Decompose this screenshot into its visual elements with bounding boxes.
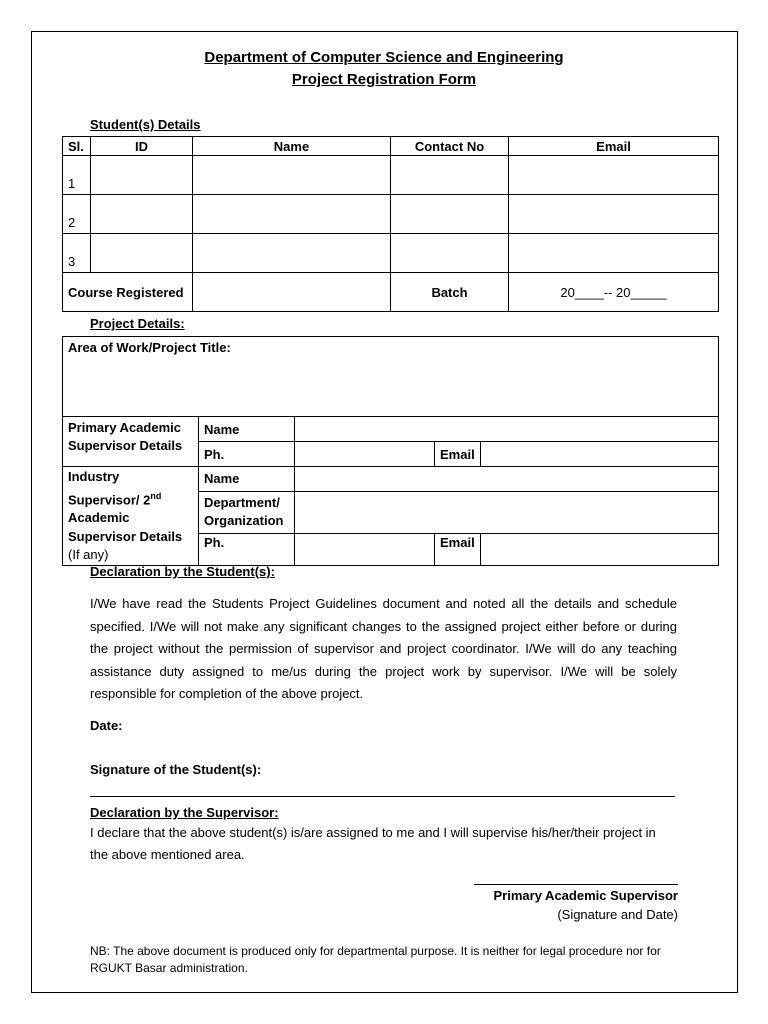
table-row [63, 195, 719, 234]
industry-email-field[interactable] [481, 533, 719, 565]
student-signature-line[interactable] [90, 796, 675, 797]
industry-dept-label: Department/ Organization [199, 491, 295, 533]
primary-ph-label: Ph. [199, 442, 295, 467]
students-header-row [63, 137, 719, 156]
date-label: Date: [90, 718, 123, 733]
batch-value[interactable]: 20____-- 20_____ [509, 273, 719, 312]
contact-cell[interactable] [391, 234, 509, 273]
table-row [63, 156, 719, 195]
email-cell[interactable] [509, 156, 719, 195]
primary-name-row [63, 417, 719, 442]
supervisor-signature-line[interactable] [474, 884, 678, 885]
nb-note: NB: The above document is produced only for departmental purpose. It is neither for legal procedure nor for RGUKT Basar administration. [90, 944, 661, 975]
industry-name-field[interactable] [295, 467, 719, 492]
supervisor-declaration-text: I declare that the above student(s) is/are assigned to me and I will supervise his/her/their project in the above mentioned area. [90, 825, 656, 862]
form-title: Project Registration Form [291, 71, 477, 88]
name-cell[interactable] [193, 156, 391, 195]
industry-supervisor-label [63, 467, 199, 566]
email-cell[interactable] [509, 195, 719, 234]
col-email: Email [509, 137, 719, 156]
primary-ph-field[interactable] [295, 442, 435, 467]
industry-label-a: Industry Supervisor/ 2 [68, 469, 151, 507]
contact-cell[interactable] [391, 195, 509, 234]
project-title-row [63, 337, 719, 417]
name-cell[interactable] [193, 234, 391, 273]
project-title-field[interactable]: Area of Work/Project Title: [63, 337, 719, 417]
project-section-label: Project Details: [90, 316, 185, 331]
students-table [62, 136, 719, 312]
industry-ph-label: Ph. [199, 533, 295, 565]
primary-name-label: Name [199, 417, 295, 442]
course-registered-cell[interactable] [193, 273, 391, 312]
supervisor-signature-sub: (Signature and Date) [557, 907, 678, 922]
project-table [62, 336, 719, 566]
students-section-label: Student(s) Details [90, 117, 201, 132]
primary-email-label: Email [435, 442, 481, 467]
industry-label-sup: nd [150, 490, 162, 501]
industry-name-label: Name [199, 467, 295, 492]
industry-name-row [63, 467, 719, 492]
col-name: Name [193, 137, 391, 156]
industry-dept-field[interactable] [295, 491, 719, 533]
col-contact: Contact No [391, 137, 509, 156]
supervisor-declaration-heading: Declaration by the Supervisor: [90, 805, 279, 820]
department-title: Department of Computer Science and Engineering [204, 49, 564, 66]
primary-email-field[interactable] [481, 442, 719, 467]
id-cell[interactable] [91, 195, 193, 234]
row-number: 3 [63, 234, 91, 273]
industry-label-b: Academic Supervisor Details [68, 510, 183, 544]
id-cell[interactable] [91, 156, 193, 195]
industry-email-label: Email [435, 533, 481, 565]
col-id: ID [91, 137, 193, 156]
supervisor-signature-title: Primary Academic Supervisor [493, 888, 678, 903]
industry-ph-field[interactable] [295, 533, 435, 565]
col-sl: Sl. [63, 137, 91, 156]
batch-label: Batch [391, 273, 509, 312]
student-declaration-heading: Declaration by the Student(s): [90, 564, 275, 579]
row-number: 2 [63, 195, 91, 234]
email-cell[interactable] [509, 234, 719, 273]
primary-name-field[interactable] [295, 417, 719, 442]
student-declaration-text: I/We have read the Students Project Guidelines document and noted all the details and schedule specified. I/We will not make any significant changes to the assigned project either before or during the project without the permission of supervisor and project coordinator. I/We will do any teaching assistance duty assigned to me/us during the project work by supervisor. I/We will be solely responsible for completion of the above project. [90, 596, 677, 701]
name-cell[interactable] [193, 195, 391, 234]
course-batch-row [63, 273, 719, 312]
contact-cell[interactable] [391, 156, 509, 195]
student-signature-label: Signature of the Student(s): [90, 762, 262, 777]
primary-supervisor-label: Primary Academic Supervisor Details [63, 417, 199, 467]
course-registered-label: Course Registered [63, 273, 193, 312]
table-row [63, 234, 719, 273]
id-cell[interactable] [91, 234, 193, 273]
if-any-note: (If any) [68, 547, 109, 563]
row-number: 1 [63, 156, 91, 195]
